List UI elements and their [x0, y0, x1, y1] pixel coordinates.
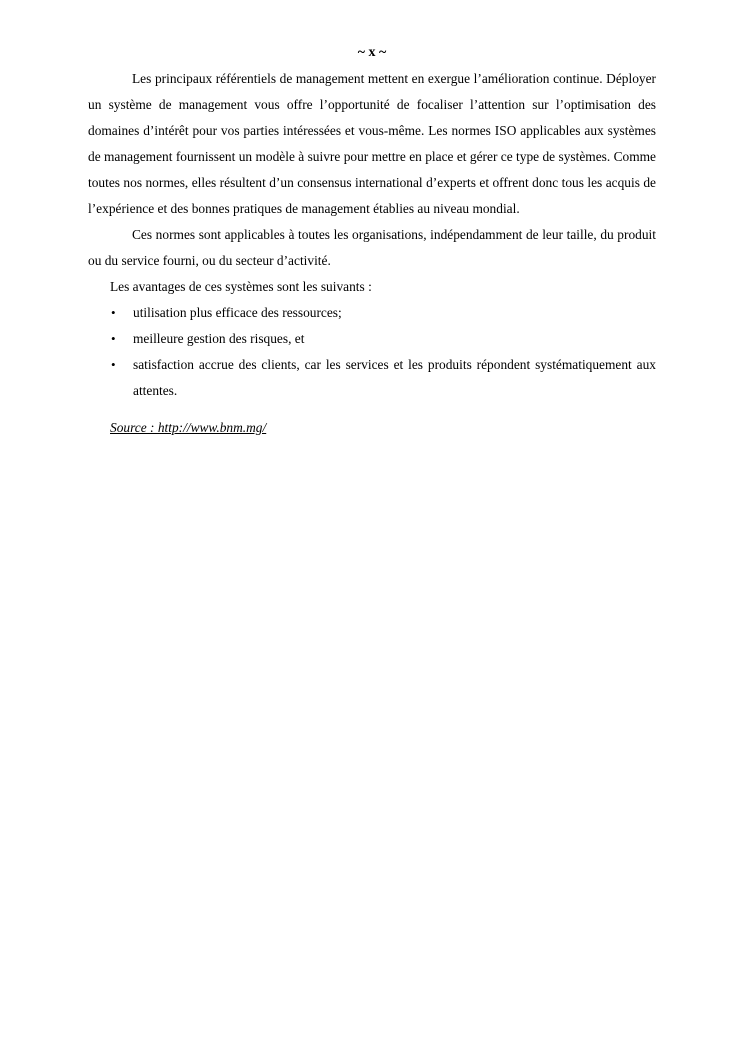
document-page	[88, 44, 656, 438]
source-link[interactable]: Source : http://www.bnm.mg/	[110, 420, 267, 435]
bullet-icon: •	[111, 331, 116, 346]
list-item	[88, 300, 656, 326]
list-item-text: satisfaction accrue des clients, car les services et les produits répondent systématiquement aux attentes.	[133, 357, 656, 398]
list-item	[88, 326, 656, 352]
bullet-icon: •	[111, 357, 116, 372]
bullet-icon: •	[111, 305, 116, 320]
paragraph-intro: Les principaux référentiels de management mettent en exergue l’amélioration continue. Déployer un système de management vous offre l’opportunité de focaliser l’attention sur l’optimisation des domaines d’intérêt pour vos parties intéressées et vous-même. Les normes ISO applicables aux systèmes de management fournissent un modèle à suivre pour mettre en place et gérer ce type de systèmes. Comme toutes nos normes, elles résultent d’un consensus international d’experts et offrent donc tous les acquis de l’expérience et des bonnes pratiques de management établies au niveau mondial.	[88, 71, 656, 216]
page-number: ~ x ~	[357, 45, 387, 60]
list-item-text: utilisation plus efficace des ressources;	[133, 305, 342, 320]
paragraph-applicability: Ces normes sont applicables à toutes les organisations, indépendamment de leur taille, du produit ou du service fourni, ou du secteur d’activité.	[88, 227, 656, 268]
advantages-list	[88, 300, 656, 404]
list-item	[88, 352, 656, 404]
list-item-text: meilleure gestion des risques, et	[133, 331, 305, 346]
list-intro: Les avantages de ces systèmes sont les suivants :	[110, 279, 372, 294]
